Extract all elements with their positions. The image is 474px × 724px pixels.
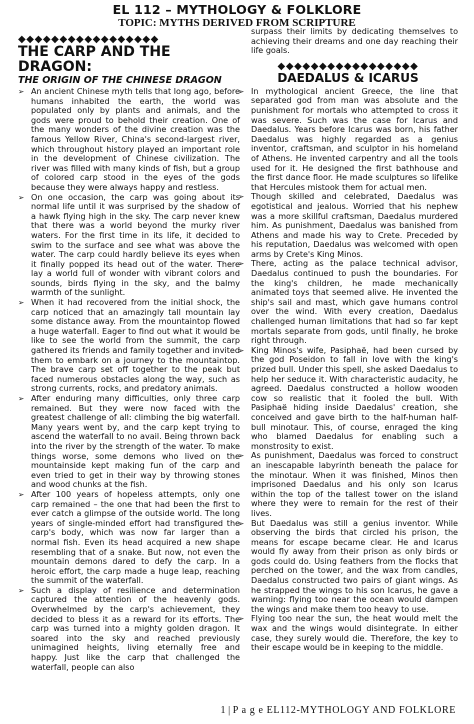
course-title: EL 112 – MYTHOLOGY & FOLKLORE [112, 2, 362, 17]
list-item: ➢ An ancient Chinese myth tells that long ago, before humans inhabited the earth, the world was populated only by plants and animals, and the gods were proud to behold their creation. One of the many wonders of the divine creation was the famous Yellow River, China's second-largest river, which throughout history played an important role in the development of Chinese civilization. The river was filled with many kinds of fish, but a group of colored carp stood in the eyes of the gods because they were always happy and restless. [18, 87, 240, 193]
story-subtitle-carp: THE ORIGIN OF THE CHINESE DRAGON [18, 75, 222, 86]
diamond-ornament: ◆◆◆◆◆◆◆◆◆◆◆◆◆◆◆◆◆ [277, 60, 419, 72]
topic-line: TOPIC: MYTHS DERIVED FROM SCRIPTURE [118, 17, 356, 29]
list-item: ➢ After 100 years of hopeless attempts, only one carp remained – the one that had been the first to ever catch a glimpse of the outside world. The long years of single-minded effort had transfigured the carp's body, which was now far larger than a normal fish. Even its head acquired a new shape resembling that of a snake. But now, not even the mountain demons dared to defy the carp. In a heroic effort, the carp made a huge leap, reaching the summit of the waterfall. [18, 490, 240, 586]
carp-story-list [18, 87, 240, 672]
list-item: ➢ Such a display of resilience and determination captured the attention of the heavenly gods. Overwhelmed by the carp's achievement, they decided to bless it as a reward for its efforts. The carp was turned into a mighty golden dragon. It soared into the sky and reached previously unimagined heights, living eternally free and happy. Just like the carp that challenged the waterfall, people can also [18, 586, 240, 672]
daedalus-story-list [238, 87, 458, 653]
story-title-carp: THE CARP AND THE DRAGON: [18, 44, 171, 75]
right-column [238, 27, 458, 653]
list-item: ➢ When it had recovered from the initial shock, the carp noticed that an amazingly tall mountain lay some distance away. From the mountaintop flowed a huge waterfall. Eager to find out what it would be like to see the world from the summit, the carp gathered its friends and family together and invited them to embark on a journey to the mountaintop. The brave carp set off together to the peak but faced numerous obstacles along the way, such as strong currents, rocks, and predatory animals. [18, 298, 240, 394]
list-item: ➢ There, acting as the palace technical advisor, Daedalus continued to push the boundaries. For the king's children, he made mechanically animated toys that seemed alive. He invented the ship's sail and mast, which gave humans control over the wind. With every creation, Daedalus challenged human limitations that had so far kept mortals separate from gods, until finally, he broke right through. [238, 259, 458, 345]
list-item: ➢ After enduring many difficulties, only three carp remained. But they were now faced with the greatest challenge of all: climbing the big waterfall. Many years went by, and the carp kept trying to ascend the waterfall to no avail. Being thrown back into the river by the strength of the water. To make things worse, some demons who lived on the mountainside kept making fun of the carp and even tried to get in their way by throwing stones and wood chunks at the fish. [18, 394, 240, 490]
list-item: ➢ King Minos's wife, Pasiphaë, had been cursed by the god Poseidon to fall in love with the king's prized bull. Under this spell, she asked Daedalus to help her seduce it. With characteristic audacity, he agreed. Daedalus constructed a hollow wooden cow so realistic that it fooled the bull. With Pasiphaë hiding inside Daedalus' creation, she conceived and gave birth to the half-human half-bull minotaur. This, of course, enraged the king who blamed Daedalus for enabling such a monstrosity to exist. [238, 346, 458, 452]
page-label: P a g e [232, 705, 264, 716]
page-footer [221, 705, 457, 716]
page-number: 1 [220, 705, 227, 716]
story-title-daedalus: DAEDALUS & ICARUS [277, 70, 419, 85]
footer-text: EL112-MYTHOLOGY AND FOLKLORE [266, 705, 456, 716]
footer-separator: | [228, 705, 231, 716]
list-item: ➢ But Daedalus was still a genius inventor. While observing the birds that circled his prison, the means for escape became clear. He and Icarus would fly away from their prison as only birds or gods could do. Using feathers from the flocks that perched on the tower, and the wax from candles, Daedalus constructed two pairs of giant wings. As he strapped the wings to his son Icarus, he gave a warning: flying too near the ocean would dampen the wings and make them too heavy to use. [238, 519, 458, 615]
list-item: ➢ In mythological ancient Greece, the line that separated god from man was absolute and the punishment for mortals who attempted to cross it was severe. Such was the case for Icarus and Daedalus. Years before Icarus was born, his father Daedalus was highly regarded as a genius inventor, craftsman, and sculptor in his homeland of Athens. He invented carpentry and all the tools used for it. He designed the first bathhouse and the first dance floor. He made sculptures so lifelike that Hercules mistook them for actual men. [238, 87, 458, 193]
carp-story-continuation: surpass their limits by dedicating themselves to achieving their dreams and one day reaching their life goals. [251, 27, 458, 56]
diamond-ornament: ◆◆◆◆◆◆◆◆◆◆◆◆◆◆◆◆◆ [18, 34, 159, 45]
list-item: ➢ As punishment, Daedalus was forced to construct an inescapable labyrinth beneath the palace for the minotaur. When it was finished, Minos then imprisoned Daedalus and his only son Icarus within the top of the tallest tower on the island where they were to remain for the rest of their lives. [238, 451, 458, 518]
list-item: ➢ Flying too near the sun, the heat would melt the wax and the wings would disintegrate. In either case, they surely would die. Therefore, the key to their escape would be in keeping to the middle. [238, 614, 458, 652]
list-item: ➢ On one occasion, the carp was going about its normal life until it was surprised by the shadow of a hawk flying high in the sky. The carp never knew that there was a world beyond the murky river waters. For the first time in its life, it decided to swim to the surface and see what was above the water. The carp could hardly believe its eyes when it finally popped its head out of the water. There lay a world full of wonder with vibrant colors and sounds, birds flying in the sky, and the balmy warmth of the sunlight. [18, 193, 240, 299]
list-item: ➢ Though skilled and celebrated, Daedalus was egotistical and jealous. Worried that his nephew was a more skillful craftsman, Daedalus murdered him. As punishment, Daedalus was banished from Athens and made his way to Crete. Preceded by his reputation, Daedalus was welcomed with open arms by Crete's King Minos. [238, 192, 458, 259]
page-header [0, 3, 474, 29]
left-column [18, 34, 240, 672]
